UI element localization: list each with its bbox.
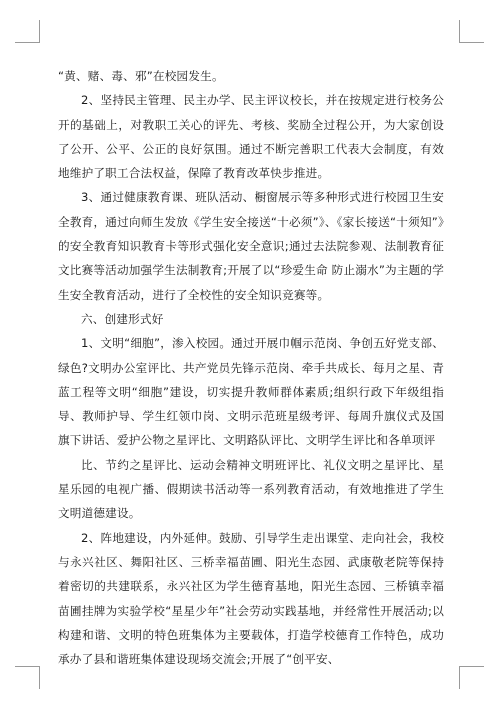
paragraph-continuation: “黄、赌、毒、邪”在校园发生。	[58, 69, 224, 83]
paragraph-safety-education: 3、通过健康教育课、班队活动、橱窗展示等多种形式进行校园卫生安全教育，通过向师生发放《学生安全接送“十必须”》、《家长接送“十须知”》的安全教育知识教育卡等形式强化安全意识;通过去法院参观、法制教育征文比赛等活动加强学生法制教育;开展了以“珍爱生命 防止溺水”为主题的学生安全教育活动，进行了全校性的安全知识竞赛等。	[58, 190, 445, 302]
paragraph-evaluations: 比、节约之星评比、运动会精神文明班评比、礼仪文明之星评比、星星乐园的电视广播、假期读书活动等一系列教育活动，有效地推进了学生文明道德建设。	[58, 457, 444, 521]
crop-mark-bottom-right	[459, 666, 484, 689]
document-body	[58, 64, 444, 671]
crop-mark-top-right	[459, 20, 484, 43]
paragraph-civilization-cells: 1、文明“细胞”，渗入校园。通过开展巾帼示范岗、争创五好党支部、绿色?文明办公室评比、共产党员先锋示范岗、牵手共成长、每月之星、青蓝工程等文明“细胞”建设，切实提升教师群体素质;组织行政下年级组指导、教师护导、学生红领巾岗、文明示范班星级考评、每周升旗仪式及国旗下讲话、爱护公物之星评比、文明路队评比、文明学生评比和各单项评	[58, 336, 444, 448]
crop-mark-bottom-left	[15, 666, 40, 689]
crop-mark-top-left	[15, 20, 40, 43]
paragraph-democratic-management: 2、坚持民主管理、民主办学、民主评议校长，并在按规定进行校务公开的基础上，对教职工关心的评先、考核、奖励全过程公开，为大家创设了公开、公平、公正的良好氛围。通过不断完善职工代表大会制度，有效地维护了职工合法权益，保障了教育改革快步推进。	[58, 93, 444, 181]
paragraph-base-construction: 2、阵地建设，内外延伸。鼓励、引导学生走出课堂、走向社会，我校与永兴社区、舞阳社区、三桥幸福苗圃、阳光生态园、武康敬老院等保持着密切的共建联系，永兴社区为学生德育基地，阳光生态园、三桥镇幸福苗圃挂牌为实验学校“星星少年”社会劳动实践基地，并经常性开展活动;以构建和谐、文明的特色班集体为主要载体，打造学校德育工作特色，成功承办了县和谐班集体建设现场交流会;开展了“创平安、	[58, 530, 444, 667]
section-heading: 六、创建形式好	[81, 311, 164, 326]
